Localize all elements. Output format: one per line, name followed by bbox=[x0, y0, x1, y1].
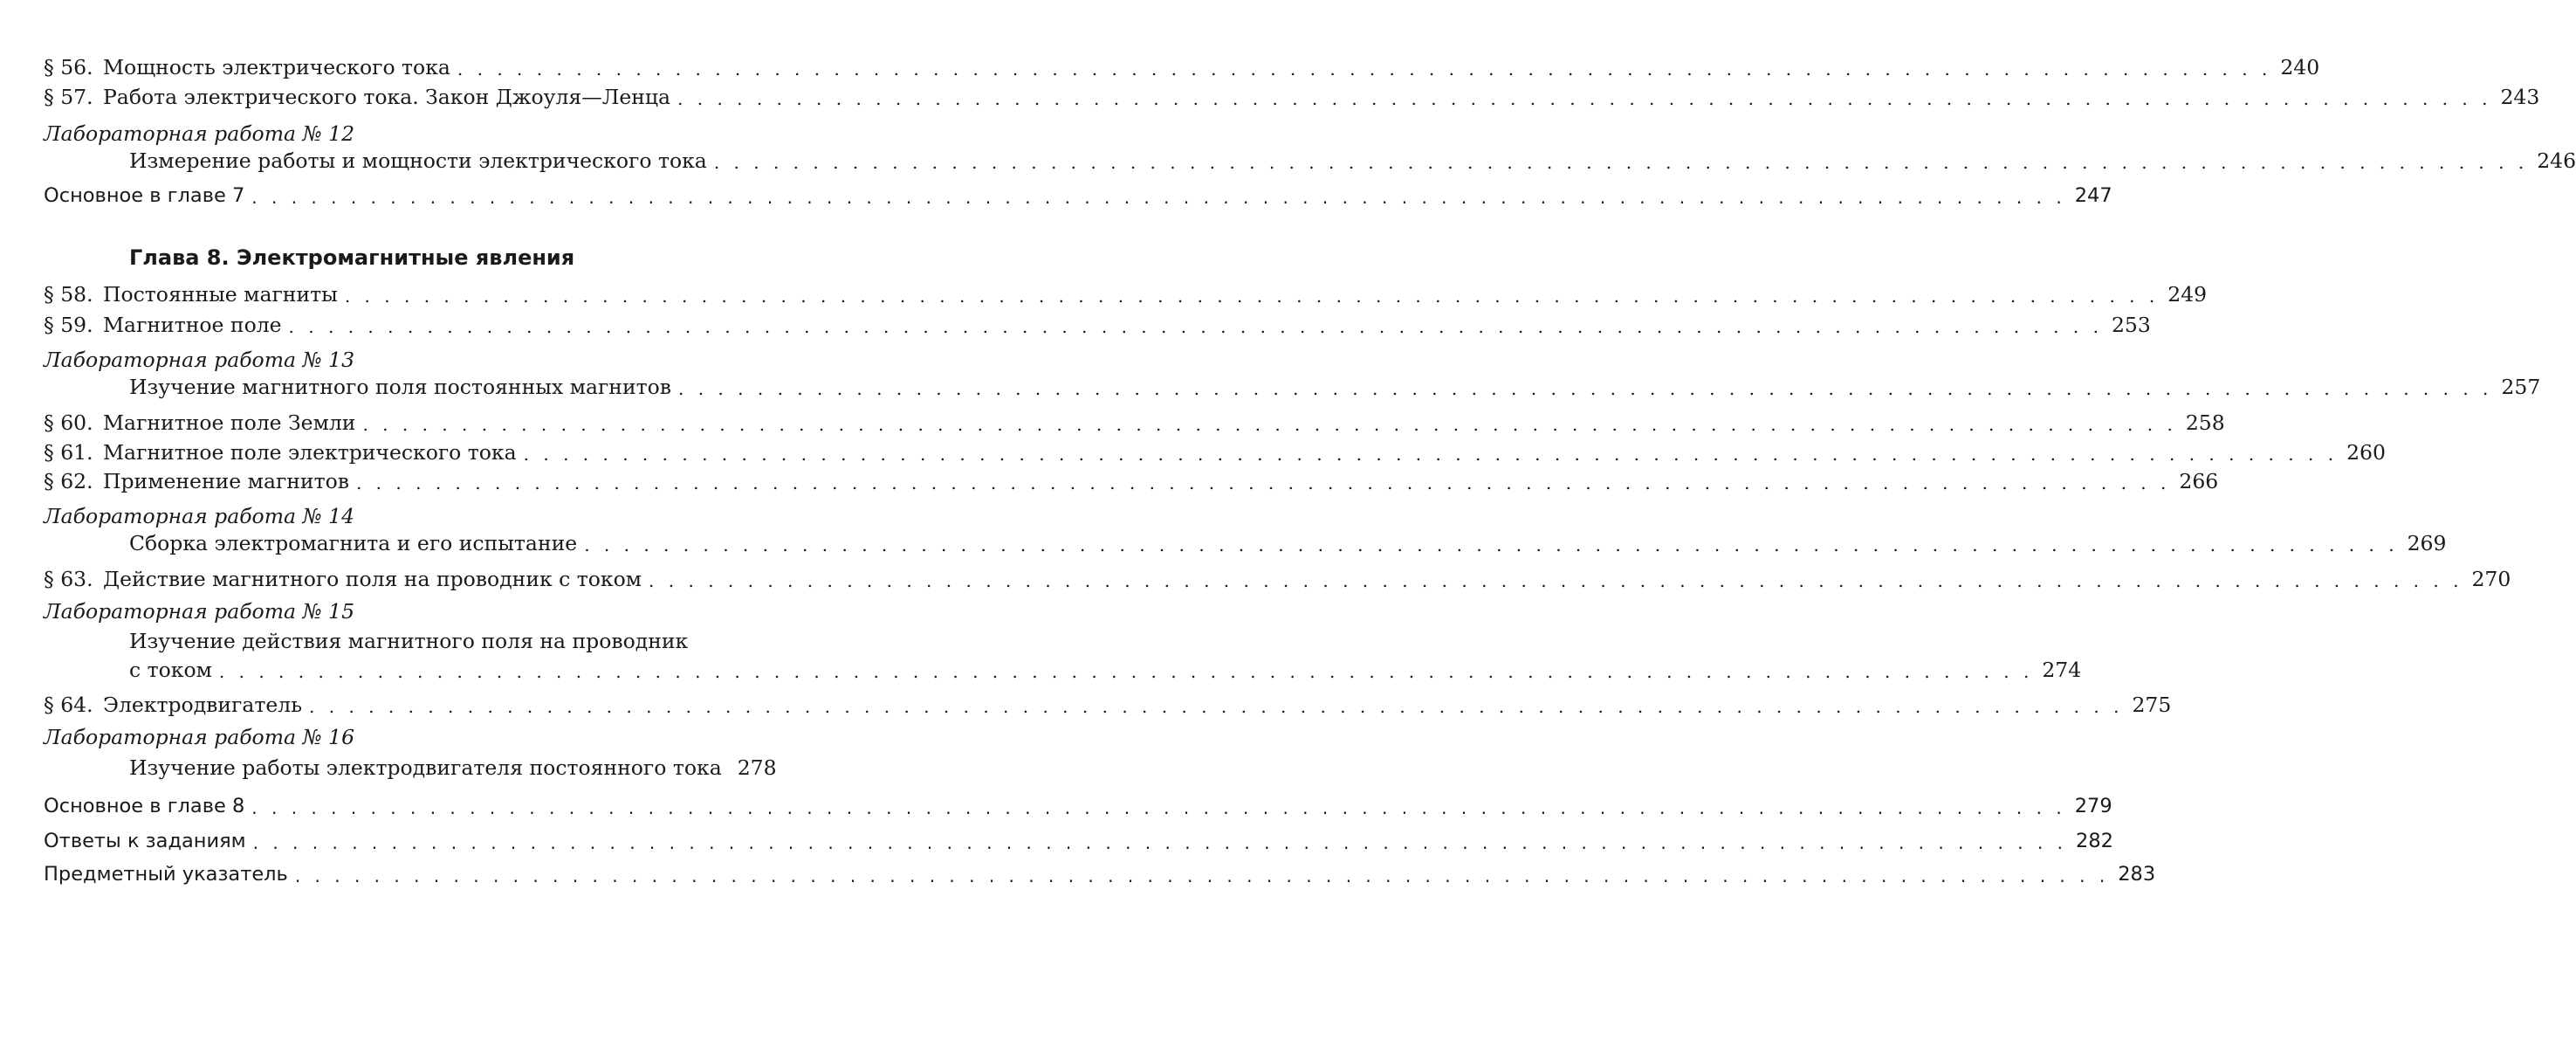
lab-label: Лабораторная работа № 14 bbox=[44, 504, 355, 528]
dot-leader: . . . . . . . . . . . . . . . . . . . . . . . . . . . . . . . . . . . . . . . . . . . . . . . . . . . . . . . . . . . . . . . . . . . . . . . . . . . . . . . . . . . . . . . . . . . . bbox=[344, 286, 2160, 307]
page-number: 266 bbox=[2179, 469, 2219, 493]
entry-title: Работа электрического тока. Закон Джоуля—Ленца bbox=[103, 85, 671, 109]
toc-entry bbox=[44, 861, 2156, 887]
dot-leader: . . . . . . . . . . . . . . . . . . . . . . . . . . . . . . . . . . . . . . . . . . . . . . . . . . . . . . . . . . . . . . . . . . . . . . . . . . . . . . . . . . . . . . . . . . . . bbox=[523, 444, 2339, 465]
entry-title: Магнитное поле Земли bbox=[103, 410, 356, 435]
toc-entry bbox=[129, 148, 2576, 174]
chapter-heading: Глава 8. Электромагнитные явления bbox=[129, 245, 575, 270]
toc-entry bbox=[129, 530, 2447, 556]
entry-title: Мощность электрического тока bbox=[103, 55, 450, 79]
page-number: 253 bbox=[2111, 313, 2151, 337]
lab-label: Лабораторная работа № 16 bbox=[44, 725, 355, 749]
toc-entry bbox=[129, 657, 2082, 683]
lab-label: Лабораторная работа № 13 bbox=[44, 348, 355, 372]
section-number: § 60. bbox=[44, 410, 93, 435]
dot-leader: . . . . . . . . . . . . . . . . . . . . . . . . . . . . . . . . . . . . . . . . . . . . . . . . . . . . . . . . . . . . . . . . . . . . . . . . . . . . . . . . . . . . . . . . . . . . bbox=[677, 88, 2492, 109]
toc-entry bbox=[44, 468, 2219, 494]
entry-title: Основное в главе 7 bbox=[44, 184, 245, 207]
entry-title: Применение магнитов bbox=[103, 469, 349, 493]
entry-title: Ответы к заданиям bbox=[44, 830, 246, 852]
entry-title-line: Изучение действия магнитного поля на проводник bbox=[129, 629, 689, 653]
dot-leader: . . . . . . . . . . . . . . . . . . . . . . . . . . . . . . . . . . . . . . . . . . . . . . . . . . . . . . . . . . . . . . . . . . . . . . . . . . . . . . . . . . . . . . . . . . . . bbox=[355, 472, 2171, 493]
entry-title: Электродвигатель bbox=[103, 693, 303, 717]
toc-entry bbox=[44, 183, 2112, 209]
entry-title: Измерение работы и мощности электрического тока bbox=[129, 148, 707, 173]
dot-leader: . . . . . . . . . . . . . . . . . . . . . . . . . . . . . . . . . . . . . . . . . . . . . . . . . . . . . . . . . . . . . . . . . . . . . . . . . . . . . . . . . . . . . . . . . . . . bbox=[678, 378, 2493, 399]
toc-entry bbox=[44, 281, 2208, 307]
toc-entry bbox=[44, 312, 2151, 338]
page-number: 258 bbox=[2185, 410, 2225, 435]
lab-label: Лабораторная работа № 12 bbox=[44, 121, 355, 146]
toc-entry bbox=[44, 54, 2320, 80]
entry-title: Изучение магнитного поля постоянных магнитов bbox=[129, 375, 671, 399]
toc-entry bbox=[44, 439, 2386, 465]
entry-title: Действие магнитного поля на проводник с током bbox=[103, 567, 642, 591]
dot-leader: . . . . . . . . . . . . . . . . . . . . . . . . . . . . . . . . . . . . . . . . . . . . . . . . . . . . . . . . . . . . . . . . . . . . . . . . . . . . . . . . . . . . . . . . . . . . bbox=[251, 187, 2066, 208]
entry-title: Основное в главе 8 bbox=[44, 795, 245, 817]
section-number: § 63. bbox=[44, 567, 93, 591]
toc-entry bbox=[44, 84, 2540, 110]
page-number: 260 bbox=[2346, 440, 2386, 465]
dot-leader: . . . . . . . . . . . . . . . . . . . . . . . . . . . . . . . . . . . . . . . . . . . . . . . . . . . . . . . . . . . . . . . . . . . . . . . . . . . . . . . . . . . . . . . . . . . . bbox=[309, 696, 2124, 717]
toc-entry bbox=[44, 692, 2172, 718]
dot-leader: . . . . . . . . . . . . . . . . . . . . . . . . . . . . . . . . . . . . . . . . . . . . . . . . . . . . . . . . . . . . . . . . . . . . . . . . . . . . . . . . . . . . . . . . . . . . bbox=[362, 414, 2177, 435]
entry-title: Магнитное поле bbox=[103, 313, 282, 337]
page-number: 269 bbox=[2407, 531, 2447, 555]
section-number: § 58. bbox=[44, 282, 93, 307]
page-number: 274 bbox=[2042, 658, 2082, 682]
page-number: 249 bbox=[2167, 282, 2208, 307]
dot-leader: . . . . . . . . . . . . . . . . . . . . . . . . . . . . . . . . . . . . . . . . . . . . . . . . . . . . . . . . . . . . . . . . . . . . . . . . . . . . . . . . . . . . . . . . . . . . bbox=[288, 316, 2103, 337]
dot-leader: . . . . . . . . . . . . . . . . . . . . . . . . . . . . . . . . . . . . . . . . . . . . . . . . . . . . . . . . . . . . . . . . . . . . . . . . . . . . . . . . . . . . . . . . . . . . bbox=[294, 865, 2110, 886]
dot-leader: . . . . . . . . . . . . . . . . . . . . . . . . . . . . . . . . . . . . . . . . . . . . . . . . . . . . . . . . . . . . . . . . . . . . . . . . . . . . . . . . . . . . . . . . . . . . bbox=[457, 59, 2272, 79]
page-number: 240 bbox=[2280, 55, 2320, 79]
page-number: 247 bbox=[2074, 184, 2112, 207]
entry-title: с током bbox=[129, 658, 212, 682]
dot-leader: . . . . . . . . . . . . . . . . . . . . . . . . . . . . . . . . . . . . . . . . . . . . . . . . . . . . . . . . . . . . . . . . . . . . . . . . . . . . . . . . . . . . . . . . . . . . bbox=[252, 832, 2068, 853]
page-number: 283 bbox=[2118, 863, 2156, 886]
toc-entry bbox=[44, 566, 2511, 592]
section-number: § 59. bbox=[44, 313, 93, 337]
dot-leader: . . . . . . . . . . . . . . . . . . . . . . . . . . . . . . . . . . . . . . . . . . . . . . . . . . . . . . . . . . . . . . . . . . . . . . . . . . . . . . . . . . . . . . . . . . . . bbox=[713, 152, 2529, 173]
section-number: § 56. bbox=[44, 55, 93, 79]
entry-title: Магнитное поле электрического тока bbox=[103, 440, 517, 465]
page-number: 257 bbox=[2501, 375, 2541, 399]
toc-entry bbox=[44, 410, 2225, 436]
dot-leader: . . . . . . . . . . . . . . . . . . . . . . . . . . . . . . . . . . . . . . . . . . . . . . . . . . . . . . . . . . . . . . . . . . . . . . . . . . . . . . . . . . . . . . . . . . . . bbox=[649, 570, 2463, 591]
page-number: 270 bbox=[2471, 567, 2511, 591]
page-number: 243 bbox=[2500, 85, 2540, 109]
entry-title: Постоянные магниты bbox=[103, 282, 338, 307]
entry-title: Предметный указатель bbox=[44, 863, 288, 886]
dot-leader: . . . . . . . . . . . . . . . . . . . . . . . . . . . . . . . . . . . . . . . . . . . . . . . . . . . . . . . . . . . . . . . . . . . . . . . . . . . . . . . . . . . . . . . . . . . . bbox=[584, 534, 2399, 555]
lab-label: Лабораторная работа № 15 bbox=[44, 599, 355, 624]
section-number: § 57. bbox=[44, 85, 93, 109]
dot-leader: . . . . . . . . . . . . . . . . . . . . . . . . . . . . . . . . . . . . . . . . . . . . . . . . . . . . . . . . . . . . . . . . . . . . . . . . . . . . . . . . . . . . . . . . . . . . bbox=[218, 661, 2034, 682]
toc-entry bbox=[44, 828, 2113, 854]
page-number: 279 bbox=[2074, 795, 2112, 817]
entry-title: Изучение работы электродвигателя постоянного тока bbox=[129, 755, 722, 780]
toc-entry bbox=[129, 374, 2541, 400]
page-number: 246 bbox=[2537, 148, 2576, 173]
page-number: 282 bbox=[2076, 830, 2113, 852]
toc-entry bbox=[44, 793, 2112, 819]
page-number: 275 bbox=[2132, 693, 2172, 717]
toc-entry bbox=[129, 755, 777, 781]
page-number: 278 bbox=[737, 755, 777, 780]
section-number: § 62. bbox=[44, 469, 93, 493]
section-number: § 61. bbox=[44, 440, 93, 465]
dot-leader: . . . . . . . . . . . . . . . . . . . . . . . . . . . . . . . . . . . . . . . . . . . . . . . . . . . . . . . . . . . . . . . . . . . . . . . . . . . . . . . . . . . . . . . . . . . . bbox=[251, 797, 2066, 818]
section-number: § 64. bbox=[44, 693, 93, 717]
entry-title: Сборка электромагнита и его испытание bbox=[129, 531, 578, 555]
